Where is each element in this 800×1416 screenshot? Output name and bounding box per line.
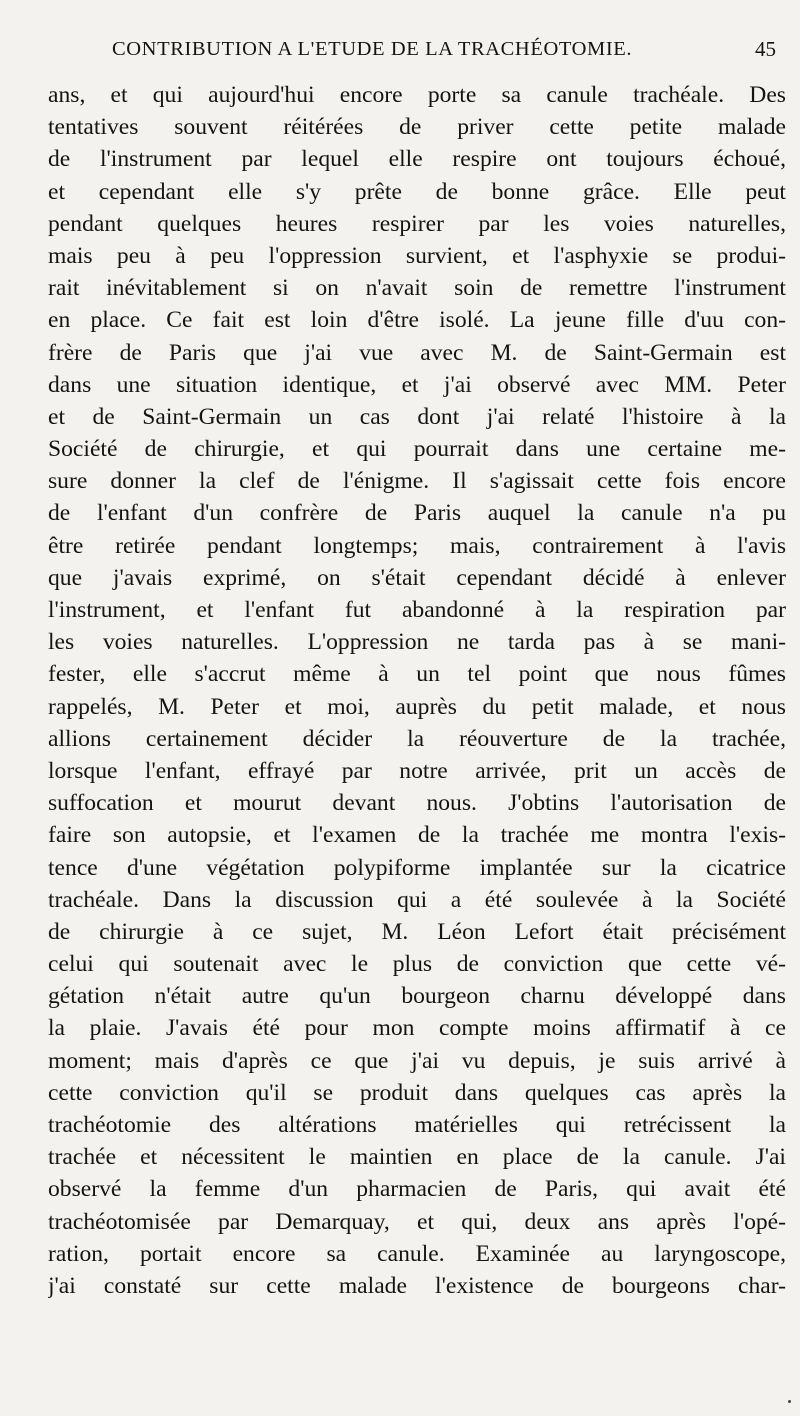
text-line: cette conviction qu'il se produit dans quelques cas après la: [48, 1079, 786, 1106]
running-head: [112, 34, 776, 64]
text-line: tence d'une végétation polypiforme implantée sur la cicatrice: [48, 854, 786, 881]
text-line: l'instrument, et l'enfant fut abandonné à la respiration par: [48, 597, 786, 623]
text-line: pendant quelques heures respirer par les voies naturelles,: [48, 210, 786, 237]
text-line: observé la femme d'un pharmacien de Paris, qui avait été: [48, 1176, 786, 1203]
text-line: trachée et nécessitent le maintien en place de la canule. J'ai: [48, 1144, 786, 1171]
text-line: de chirurgie à ce sujet, M. Léon Lefort était précisément: [48, 918, 786, 945]
text-line: la plaie. J'avais été pour mon compte moins affirmatif à ce: [48, 1015, 786, 1042]
text-line: trachéale. Dans la discussion qui a été soulevée à la Société: [48, 886, 786, 913]
text-line: j'ai constaté sur cette malade l'existence de bourgeons char-: [48, 1272, 786, 1299]
running-title: CONTRIBUTION A L'ETUDE DE LA TRACHÉOTOMIE.: [112, 38, 633, 60]
text-line: de l'enfant d'un confrère de Paris auquel la canule n'a pu: [48, 500, 786, 527]
text-line: ration, portait encore sa canule. Examinée au laryngoscope,: [48, 1240, 786, 1267]
text-line: dans une situation identique, et j'ai observé avec MM. Peter: [48, 371, 786, 398]
page-number: 45: [755, 37, 776, 61]
text-line: mais peu à peu l'oppression survient, et l'asphyxie se produi-: [48, 242, 786, 269]
text-line: moment; mais d'après ce que j'ai vu depuis, je suis arrivé à: [48, 1047, 786, 1074]
text-line: sure donner la clef de l'énigme. Il s'agissait cette fois encore: [48, 468, 786, 495]
text-line: en place. Ce fait est loin d'être isolé. La jeune fille d'uu con-: [48, 307, 786, 334]
text-line: rappelés, M. Peter et moi, auprès du petit malade, et nous: [48, 693, 786, 720]
text-line: lorsque l'enfant, effrayé par notre arrivée, prit un accès de: [48, 757, 786, 784]
text-line: et de Saint-Germain un cas dont j'ai relaté l'histoire à la: [48, 403, 786, 430]
text-line: les voies naturelles. L'oppression ne tarda pas à se mani-: [48, 629, 786, 656]
text-line: être retirée pendant longtemps; mais, contrairement à l'avis: [48, 532, 786, 559]
text-line: fester, elle s'accrut même à un tel point que nous fûmes: [48, 661, 786, 688]
text-line: trachéotomisée par Demarquay, et qui, deux ans après l'opé-: [48, 1208, 786, 1235]
text-line: frère de Paris que j'ai vue avec M. de Saint-Germain est: [48, 339, 786, 366]
text-line: celui qui soutenait avec le plus de conviction que cette vé-: [48, 951, 786, 978]
print-speck: [788, 1400, 791, 1403]
text-line: Société de chirurgie, et qui pourrait dans une certaine me-: [48, 436, 786, 463]
text-line: suffocation et mourut devant nous. J'obtins l'autorisation de: [48, 790, 786, 817]
body-text: [48, 79, 786, 1302]
text-line: tentatives souvent réitérées de priver cette petite malade: [48, 114, 786, 141]
text-line: ans, et qui aujourd'hui encore porte sa canule trachéale. Des: [48, 82, 786, 108]
text-line: et cependant elle s'y prête de bonne grâce. Elle peut: [48, 178, 786, 205]
text-line: trachéotomie des altérations matérielles qui retrécissent la: [48, 1112, 786, 1138]
text-line: faire son autopsie, et l'examen de la trachée me montra l'exis-: [48, 822, 786, 849]
text-line: rait inévitablement si on n'avait soin de remettre l'instrument: [48, 275, 786, 302]
text-line: que j'avais exprimé, on s'était cependant décidé à enlever: [48, 564, 786, 591]
text-line: allions certainement décider la réouverture de la trachée,: [48, 725, 786, 752]
text-line: de l'instrument par lequel elle respire ont toujours échoué,: [48, 146, 786, 173]
text-line: gétation n'était autre qu'un bourgeon charnu développé dans: [48, 983, 786, 1010]
